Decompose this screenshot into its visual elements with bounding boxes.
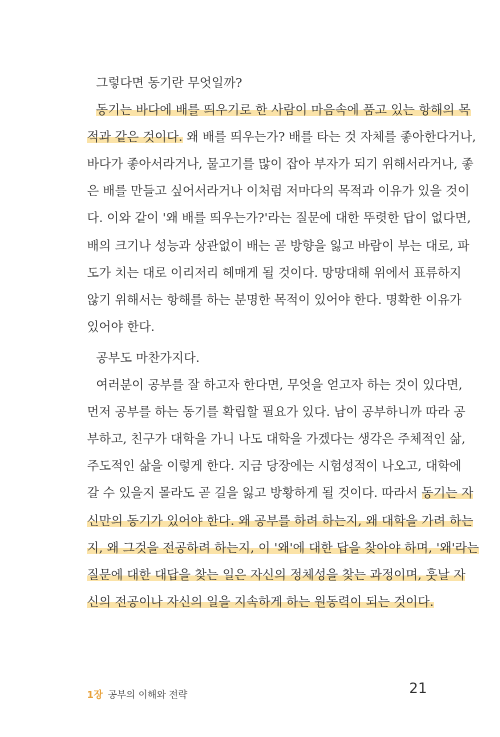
text-line — [96, 70, 427, 96]
text-line — [87, 178, 470, 204]
text-segment: 갈 수 있을지 몰라도 곧 길을 잃고 방황하게 될 것이다. 따라서 — [87, 485, 422, 501]
text-line — [87, 535, 479, 561]
text-segment: 도가 치는 대로 이리저리 헤매게 될 것이다. 망망대해 위에서 표류하지 — [87, 264, 462, 280]
text-line — [87, 205, 471, 231]
text-segment: 공부도 마찬가지다. — [96, 350, 200, 365]
highlighted-text: 적과 같은 것이다. — [87, 129, 183, 145]
text-line — [87, 399, 466, 425]
text-line — [87, 260, 462, 286]
text-segment: 있어야 한다. — [87, 318, 155, 334]
text-line — [87, 562, 466, 588]
text-segment: 왜 배를 띄우는가? 배를 타는 것 자체를 좋아한다거나, — [182, 129, 477, 145]
chapter-footer — [87, 687, 187, 701]
text-line — [96, 372, 463, 398]
text-segment: 부하고, 친구가 대학을 가니 나도 대학을 가겠다는 생각은 주체적인 삶, — [87, 431, 466, 447]
text-segment: 배의 크기나 성능과 상관없이 배는 곧 방향을 잃고 바람이 부는 대로, 파 — [87, 237, 470, 253]
text-segment: 않기 위해서는 항해를 하는 분명한 목적이 있어야 한다. 명확한 이유가 — [87, 291, 462, 307]
text-line — [87, 314, 427, 340]
chapter-title: 공부의 이해와 전략 — [107, 690, 188, 701]
text-segment: 은 배를 만들고 싶어서라거나 이처럼 저마다의 목적과 이유가 있을 것이 — [87, 183, 470, 199]
text-line — [87, 508, 474, 534]
highlighted-text: 신만의 동기가 있어야 한다. 왜 공부를 하려 하는지, 왜 대학을 가려 하는 — [87, 512, 474, 528]
text-segment: 다. 이와 같이 '왜 배를 띄우는가?'라는 질문에 대한 뚜렷한 답이 없다면, — [87, 210, 471, 226]
text-segment: 여러분이 공부를 잘 하고자 한다면, 무엇을 얻고자 하는 것이 있다면, — [96, 377, 463, 392]
text-line — [87, 287, 462, 313]
text-segment: 먼저 공부를 하는 동기를 확립할 필요가 있다. 남이 공부하니까 따라 공 — [87, 404, 466, 420]
highlighted-text: 질문에 대한 대답을 찾는 일은 자신의 정체성을 찾는 과정이며, 훗날 자 — [87, 566, 466, 582]
text-line — [87, 124, 477, 150]
highlighted-text: 지, 왜 그것을 전공하려 하는지, 이 '왜'에 대한 답을 찾아야 하며, '왜'라는 — [87, 539, 479, 555]
text-line — [96, 97, 471, 123]
highlighted-text: 신의 전공이나 자신의 일을 지속하게 하는 원동력이 되는 것이다. — [87, 593, 434, 609]
text-line — [96, 345, 427, 371]
text-segment: 그렇다면 동기란 무엇일까? — [96, 75, 243, 90]
text-line — [87, 480, 474, 506]
text-line — [87, 233, 470, 259]
page-number: 21 — [409, 681, 427, 697]
text-line — [87, 151, 474, 177]
text-segment: 바다가 좋아서라거나, 물고기를 많이 잡아 부자가 되기 위해서라거나, 좋 — [87, 156, 474, 172]
highlighted-text: 동기는 자 — [421, 485, 474, 501]
text-line — [87, 589, 434, 615]
chapter-number: 1장 — [87, 690, 103, 701]
text-segment: 주도적인 삶을 이렇게 한다. 지금 당장에는 시험성적이 나오고, 대학에 — [87, 458, 462, 474]
text-line — [87, 426, 466, 452]
text-line — [87, 453, 462, 479]
highlighted-text: 동기는 바다에 배를 띄우기로 한 사람이 마음속에 품고 있는 항해의 목 — [96, 102, 471, 117]
